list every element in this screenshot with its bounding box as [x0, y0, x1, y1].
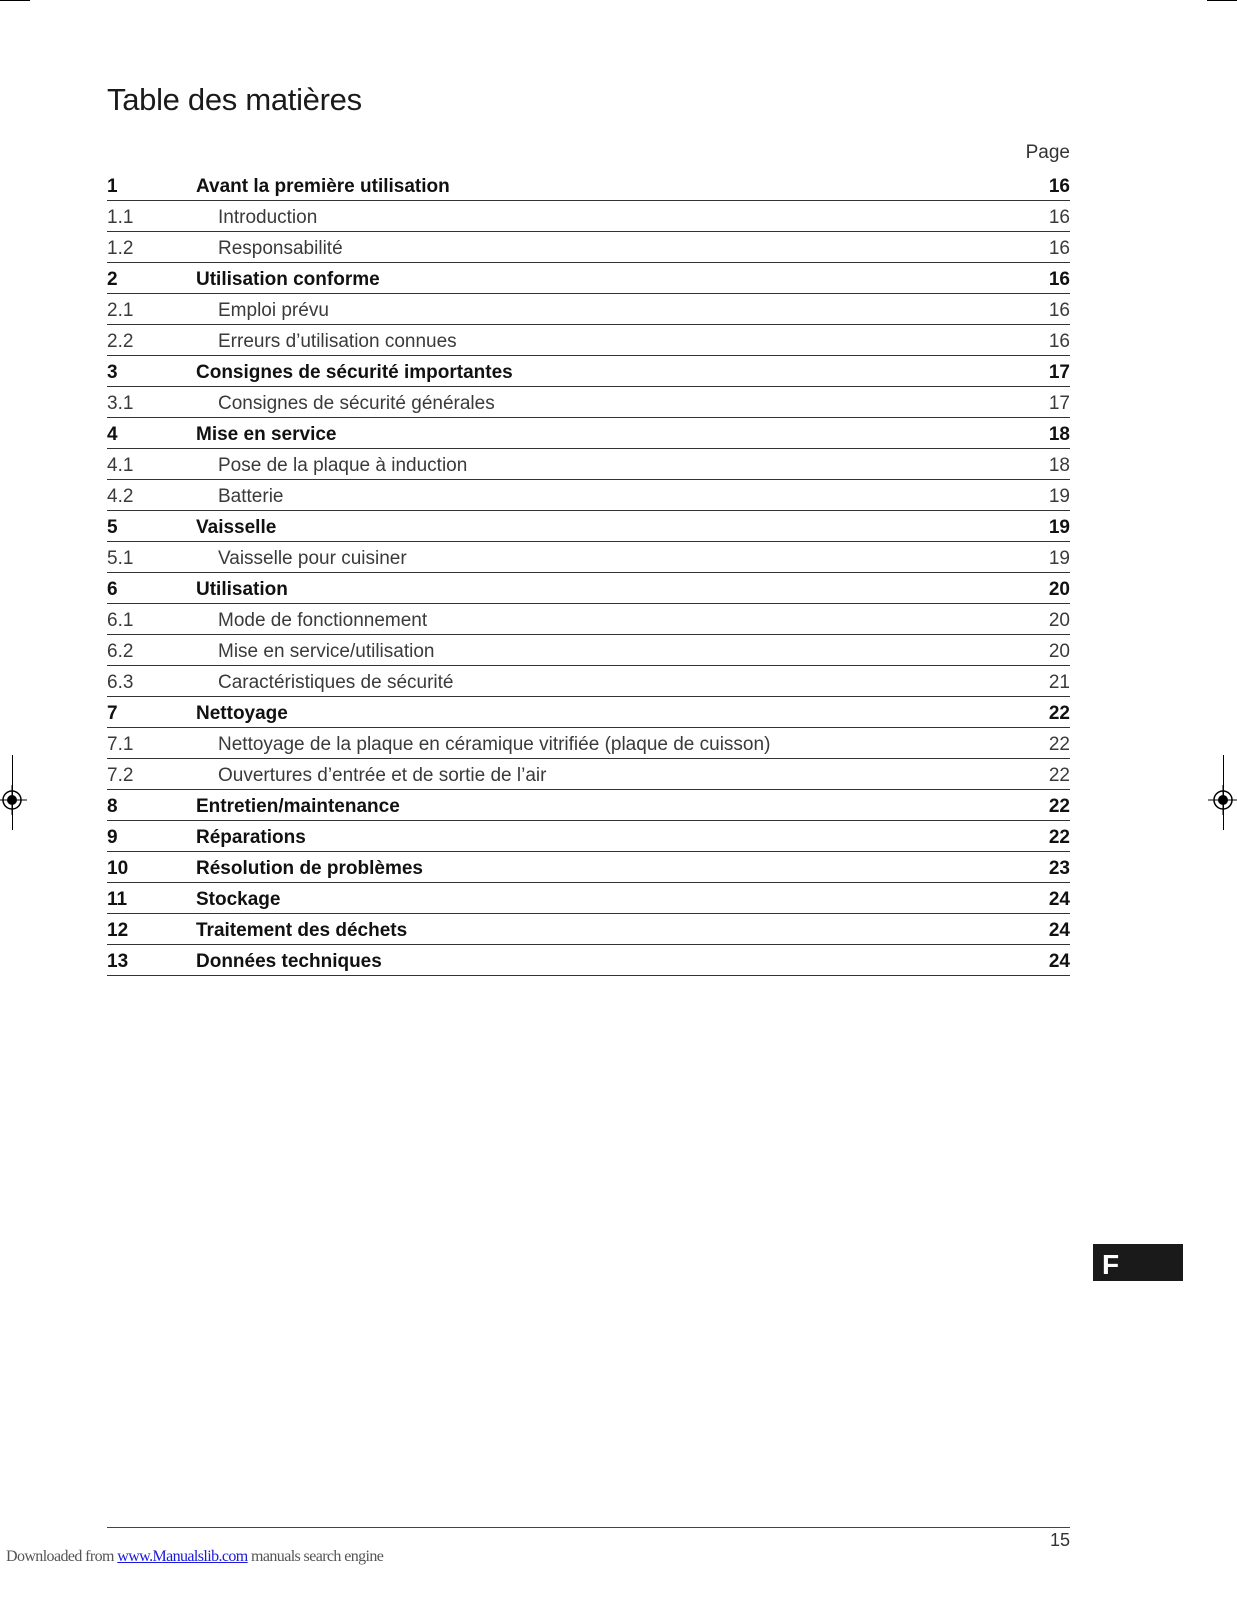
toc-page-number: 24	[1048, 920, 1070, 941]
toc-number: 7.1	[107, 734, 134, 755]
toc-number: 3	[107, 362, 118, 383]
toc-chapter-row[interactable]	[107, 697, 1070, 728]
toc-entry-text: Mode de fonctionnement	[218, 610, 428, 631]
toc-number: 2.2	[107, 331, 134, 352]
toc-entry-text: Utilisation	[196, 579, 288, 600]
toc-page-number: 22	[1048, 734, 1070, 755]
toc-page-number: 22	[1048, 827, 1070, 848]
toc-section-row[interactable]	[107, 325, 1070, 356]
toc-entry-text: Données techniques	[196, 951, 382, 972]
crop-mark-top-right	[1207, 0, 1237, 1]
toc-number: 13	[107, 951, 129, 972]
toc-page-number: 18	[1048, 424, 1070, 445]
toc-page-number: 16	[1048, 238, 1070, 259]
toc-entry-text: Traitement des déchets	[196, 920, 408, 941]
toc-entry-text: Pose de la plaque à induction	[218, 455, 468, 476]
toc-entry-text: Mise en service/utilisation	[218, 641, 435, 662]
toc-page-number: 20	[1048, 579, 1070, 600]
toc-number: 1.1	[107, 207, 134, 228]
toc-entry-text: Responsabilité	[218, 238, 343, 259]
toc-section-row[interactable]	[107, 728, 1070, 759]
toc-page-number: 16	[1048, 269, 1070, 290]
toc-page-number: 22	[1048, 703, 1070, 724]
download-prefix: Downloaded from	[6, 1548, 118, 1565]
toc-entry-text: Vaisselle pour cuisiner	[218, 548, 407, 569]
toc-page-number: 22	[1048, 765, 1070, 786]
toc-number: 5.1	[107, 548, 134, 569]
download-suffix: manuals search engine	[247, 1548, 384, 1565]
toc-number: 5	[107, 517, 118, 538]
download-notice	[6, 1548, 383, 1566]
toc-entry-text: Stockage	[196, 889, 281, 910]
registration-line-left	[12, 755, 13, 830]
toc-entry-text: Résolution de problèmes	[196, 858, 423, 879]
toc-chapter-row[interactable]	[107, 883, 1070, 914]
toc-chapter-row[interactable]	[107, 170, 1070, 201]
toc-chapter-row[interactable]	[107, 821, 1070, 852]
toc-entry-text: Avant la première utilisation	[196, 176, 450, 197]
toc-chapter-row[interactable]	[107, 418, 1070, 449]
toc-page-number: 24	[1048, 889, 1070, 910]
toc-section-row[interactable]	[107, 294, 1070, 325]
toc-entry-text: Utilisation conforme	[196, 269, 380, 290]
toc-chapter-row[interactable]	[107, 356, 1070, 387]
toc-entry-text: Caractéristiques de sécurité	[218, 672, 454, 693]
toc-entry-text: Réparations	[196, 827, 306, 848]
toc-page-number: 22	[1048, 796, 1070, 817]
toc-entry-text: Batterie	[218, 486, 284, 507]
toc-number: 4.2	[107, 486, 134, 507]
toc-entry-text: Emploi prévu	[218, 300, 329, 321]
toc-number: 4.1	[107, 455, 134, 476]
toc-section-row[interactable]	[107, 635, 1070, 666]
toc-page-number: 16	[1048, 300, 1070, 321]
toc-page-number: 24	[1048, 951, 1070, 972]
registration-line-right	[1223, 755, 1224, 830]
toc-number: 11	[107, 889, 128, 910]
toc-page-number: 21	[1048, 672, 1070, 693]
toc-section-row[interactable]	[107, 604, 1070, 635]
toc-number: 9	[107, 827, 118, 848]
toc-page-number: 19	[1048, 486, 1070, 507]
toc-number: 6.1	[107, 610, 134, 631]
page-number: 15	[1049, 1530, 1070, 1550]
toc-entry-text: Erreurs d’utilisation connues	[218, 331, 457, 352]
toc-entry-text: Mise en service	[196, 424, 337, 445]
manualslib-link[interactable]: www.Manualslib.com	[117, 1548, 248, 1565]
toc-chapter-row[interactable]	[107, 511, 1070, 542]
toc-page-number: 23	[1048, 858, 1070, 879]
toc-entry-text: Nettoyage	[196, 703, 288, 724]
toc-section-row[interactable]	[107, 480, 1070, 511]
toc-number: 10	[107, 858, 129, 879]
toc-entry-text: Vaisselle	[196, 517, 277, 538]
toc-page-number: 20	[1048, 641, 1070, 662]
toc-section-row[interactable]	[107, 542, 1070, 573]
page-title: Table des matières	[107, 82, 362, 117]
toc-entry-text: Introduction	[218, 207, 318, 228]
toc-page-number: 19	[1048, 517, 1070, 538]
table-of-contents	[107, 170, 1070, 976]
toc-chapter-row[interactable]	[107, 263, 1070, 294]
language-tab	[1093, 1244, 1183, 1281]
toc-section-row[interactable]	[107, 759, 1070, 790]
crop-mark-top-left	[0, 0, 30, 1]
toc-page-number: 17	[1048, 362, 1070, 383]
toc-section-row[interactable]	[107, 201, 1070, 232]
toc-number: 12	[107, 920, 129, 941]
toc-page-number: 18	[1048, 455, 1070, 476]
toc-number: 1.2	[107, 238, 134, 259]
toc-number: 7	[107, 703, 118, 724]
toc-number: 8	[107, 796, 118, 817]
toc-chapter-row[interactable]	[107, 573, 1070, 604]
toc-number: 6.2	[107, 641, 134, 662]
toc-chapter-row[interactable]	[107, 790, 1070, 821]
toc-number: 4	[107, 424, 118, 445]
toc-section-row[interactable]	[107, 232, 1070, 263]
toc-chapter-row[interactable]	[107, 914, 1070, 945]
toc-number: 6	[107, 579, 118, 600]
toc-entry-text: Ouvertures d’entrée et de sortie de l’air	[218, 765, 547, 786]
toc-section-row[interactable]	[107, 449, 1070, 480]
toc-entry-text: Entretien/maintenance	[196, 796, 400, 817]
footer-divider	[107, 1527, 1070, 1528]
toc-page-number: 17	[1048, 393, 1070, 414]
toc-number: 1	[107, 176, 118, 197]
language-tab-label: F	[1102, 1249, 1120, 1280]
toc-entry-text: Consignes de sécurité générales	[218, 393, 495, 414]
toc-section-row[interactable]	[107, 666, 1070, 697]
toc-page-number: 16	[1048, 207, 1070, 228]
toc-number: 3.1	[107, 393, 134, 414]
toc-entry-text: Consignes de sécurité importantes	[196, 362, 513, 383]
toc-page-number: 16	[1048, 176, 1070, 197]
toc-number: 2.1	[107, 300, 134, 321]
toc-page-number: 19	[1048, 548, 1070, 569]
toc-section-row[interactable]	[107, 387, 1070, 418]
toc-chapter-row[interactable]	[107, 945, 1070, 976]
toc-number: 2	[107, 269, 118, 290]
registration-mark-left-icon	[0, 785, 27, 815]
toc-chapter-row[interactable]	[107, 852, 1070, 883]
toc-page-number: 16	[1048, 331, 1070, 352]
toc-entry-text: Nettoyage de la plaque en céramique vitrifiée (plaque de cuisson)	[218, 734, 771, 755]
toc-page-number: 20	[1048, 610, 1070, 631]
page-column-label: Page	[1025, 142, 1070, 163]
toc-number: 7.2	[107, 765, 134, 786]
toc-number: 6.3	[107, 672, 134, 693]
